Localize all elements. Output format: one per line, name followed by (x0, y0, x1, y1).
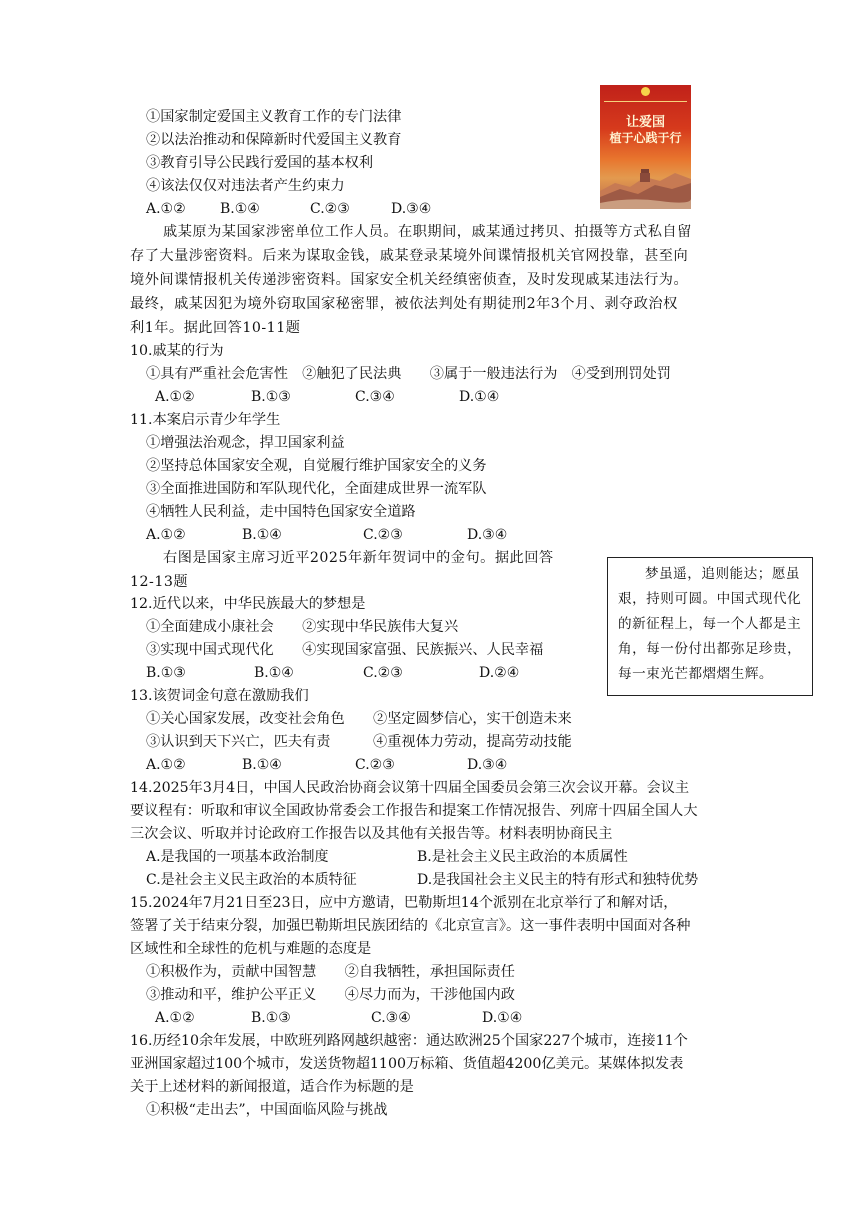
option-a[interactable]: A.是我国的一项基本政治制度 (146, 849, 329, 865)
option-c[interactable]: C.②③ (355, 757, 395, 773)
case-intro-line-4: 最终，戚某因犯为境外窃取国家秘密罪，被依法判处有期徒刑2年3个月、剥夺政治权 (130, 296, 678, 312)
q16-item-1: ①积极“走出去”，中国面临风险与挑战 (146, 1102, 388, 1118)
option-b[interactable]: B.①④ (254, 665, 294, 681)
national-emblem-icon (641, 87, 650, 96)
option-b[interactable]: B.①④ (242, 757, 282, 773)
option-d[interactable]: D.③④ (391, 201, 432, 217)
q11-item-1: ①增强法治观念，捍卫国家利益 (146, 435, 345, 451)
option-a[interactable]: B.①③ (146, 665, 186, 681)
option-a[interactable]: A.①② (146, 527, 186, 543)
option-c[interactable]: C.是社会主义民主政治的本质特征 (146, 872, 357, 888)
q9-item-4: ④该法仅仅对违法者产生约束力 (146, 178, 345, 194)
q11-item-4: ④牺牲人民利益，走中国特色国家安全道路 (146, 504, 416, 520)
q15-items-1: ①积极作为，贡献中国智慧 ②自我牺牲，承担国际责任 (146, 964, 515, 980)
case-intro-line-5: 利1年。据此回答10-11题 (130, 320, 301, 336)
case-intro-line-2: 存了大量涉密资料。后来为谋取金钱，戚某登录某境外间谍情报机关官网投靠，甚至向 (130, 248, 689, 264)
option-c[interactable]: C.③④ (355, 389, 395, 405)
q13-stem: 13.该贺词金句意在激励我们 (130, 688, 309, 704)
q9-item-3: ③教育引导公民践行爱国的基本权利 (146, 155, 374, 171)
case-intro-line-1: 戚某原为某国家涉密单位工作人员。在职期间，戚某通过拷贝、拍摄等方式私自留 (163, 224, 692, 240)
q15-stem-2: 签署了关于结束分裂，加强巴勒斯坦民族团结的《北京宣言》。这一事件表明中国面对各种 (130, 918, 691, 934)
poster-title-line2: 植于心践于行 (609, 131, 682, 145)
q10-stem: 10.戚某的行为 (130, 343, 224, 359)
option-c[interactable]: C.②③ (363, 665, 403, 681)
option-a[interactable]: A.①② (146, 757, 186, 773)
q13-items-1: ①关心国家发展，改变社会角色 ②坚定圆梦信心，实干创造未来 (146, 711, 572, 727)
option-c[interactable]: C.②③ (310, 201, 350, 217)
q12-items-2: ③实现中国式现代化 ④实现国家富强、民族振兴、人民幸福 (146, 642, 544, 658)
greeting-intro-line-1: 右图是国家主席习近平2025年新年贺词中的金句。据此回答 (163, 550, 554, 566)
option-a[interactable]: A.①② (155, 1010, 195, 1026)
q16-stem-3: 关于上述材料的新闻报道，适合作为标题的是 (130, 1079, 414, 1095)
q15-stem-1: 15.2024年7月21日至23日，应中方邀请，巴勒斯坦14个派别在北京举行了和解对话， (130, 895, 678, 911)
q11-item-2: ②坚持总体国家安全观，自觉履行维护国家安全的义务 (146, 458, 487, 474)
q15-stem-3: 区域性和全球性的危机与难题的态度是 (130, 941, 372, 957)
q14-stem-1: 14.2025年3月4日，中国人民政治协商会议第十四届全国委员会第三次会议开幕。会议主 (130, 780, 690, 796)
option-d[interactable]: D.是我国社会主义民主的特有形式和独特优势 (417, 872, 699, 888)
option-a[interactable]: A.①② (155, 389, 195, 405)
greeting-intro-line-2: 12-13题 (130, 574, 189, 590)
option-b[interactable]: B.①③ (251, 1010, 291, 1026)
q15-items-2: ③推动和平，维护公平正义 ④尽力而为，干涉他国内政 (146, 987, 515, 1003)
new-year-greeting-quote: 梦虽遥，追则能达；愿虽艰，持则可圆。中国式现代化的新征程上，每一个人都是主角，每一份付出都弥足珍贵，每一束光芒都熠熠生辉。 (607, 557, 813, 696)
option-b[interactable]: B.①④ (220, 201, 260, 217)
option-a[interactable]: A.①② (146, 201, 186, 217)
option-b[interactable]: B.是社会主义民主政治的本质属性 (417, 849, 628, 865)
q9-item-1: ①国家制定爱国主义教育工作的专门法律 (146, 109, 402, 125)
q13-items-2: ③认识到天下兴亡，匹夫有责 ④重视体力劳动，提高劳动技能 (146, 734, 572, 750)
poster-title-line1: 让爱国 (625, 115, 665, 130)
option-d[interactable]: D.③④ (467, 757, 508, 773)
option-d[interactable]: D.①④ (482, 1010, 523, 1026)
q12-stem: 12.近代以来，中华民族最大的梦想是 (130, 596, 366, 612)
option-d[interactable]: D.②④ (479, 665, 520, 681)
q11-stem: 11.本案启示青少年学生 (130, 412, 281, 428)
q12-items-1: ①全面建成小康社会 ②实现中华民族伟大复兴 (146, 619, 459, 635)
q16-stem-2: 亚洲国家超过100个城市，发送货物超1100万标箱、货值超4200亿美元。某媒体拟发表 (130, 1056, 684, 1072)
q11-item-3: ③全面推进国防和军队现代化，全面建成世界一流军队 (146, 481, 487, 497)
option-d[interactable]: D.①④ (459, 389, 500, 405)
q9-item-2: ②以法治推动和保障新时代爱国主义教育 (146, 132, 402, 148)
q16-stem-1: 16.历经10余年发展，中欧班列路网越织越密：通达欧洲25个国家227个城市，连接11个 (130, 1033, 688, 1049)
option-b[interactable]: B.①③ (251, 389, 291, 405)
great-wall-illustration (600, 161, 691, 209)
option-c[interactable]: C.②③ (363, 527, 403, 543)
q14-stem-3: 三次会议、听取并讨论政府工作报告以及其他有关报告等。材料表明协商民主 (130, 826, 613, 842)
q10-items: ①具有严重社会危害性 ②触犯了民法典 ③属于一般违法行为 ④受到刑罚处罚 (146, 366, 671, 382)
case-intro-line-3: 境外间谍情报机关传递涉密资料。国家安全机关经缜密侦查，及时发现戚某违法行为。 (130, 272, 689, 288)
option-d[interactable]: D.③④ (467, 527, 508, 543)
patriotism-education-poster (600, 85, 691, 209)
q14-stem-2: 要议程有：听取和审议全国政协常委会工作报告和提案工作情况报告、列席十四届全国人大 (130, 803, 698, 819)
option-b[interactable]: B.①④ (242, 527, 282, 543)
option-c[interactable]: C.③④ (371, 1010, 411, 1026)
